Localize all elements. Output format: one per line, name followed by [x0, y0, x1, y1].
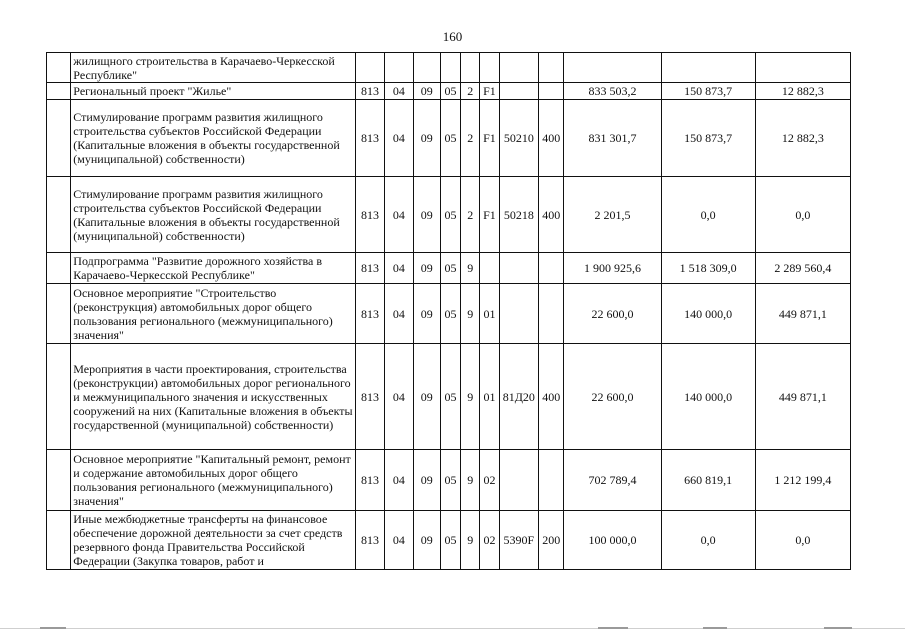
cell-program: 05 [440, 100, 460, 177]
cell-section: 04 [385, 284, 413, 344]
cell-amount-2022: 449 871,1 [755, 284, 850, 344]
table-row [47, 177, 851, 253]
cell-ministry: 813 [355, 177, 384, 253]
cell-amount-2022: 12 882,3 [755, 100, 850, 177]
table-row [47, 284, 851, 344]
cell-project: 81Д20 [499, 344, 538, 450]
row-description: жилищного строительства в Карачаево-Черкесской Республике" [71, 53, 356, 83]
cell-subprogram: 9 [461, 284, 480, 344]
cell-amount-2020: 22 600,0 [564, 344, 661, 450]
cell-program: 05 [440, 83, 460, 100]
cell-ministry: 813 [355, 511, 384, 570]
cell-amount-2020: 1 900 925,6 [564, 253, 661, 284]
cell-ministry [355, 53, 384, 83]
cell-amount-2021: 150 873,7 [661, 100, 755, 177]
cell-section: 04 [385, 511, 413, 570]
cell-ministry: 813 [355, 253, 384, 284]
row-description: Мероприятия в части проектирования, строительства (реконструкции) автомобильных дорог регионального и межмуниципального значения и искусственных сооружений на них (Капитальные вложения в объекты государственной (муниципальной) собственности) [71, 344, 356, 450]
table-row [47, 253, 851, 284]
row-description: Стимулирование программ развития жилищного строительства субъектов Российской Федерации (Капитальные вложения в объекты государственной (муниципальной) собственности) [71, 100, 356, 177]
cell-project: 5390F [499, 511, 538, 570]
cell-ministry: 813 [355, 100, 384, 177]
row-indent-cell [47, 284, 71, 344]
cell-program: 05 [440, 284, 460, 344]
cell-program: 05 [440, 344, 460, 450]
cell-subsection: 09 [413, 511, 440, 570]
cell-section [385, 53, 413, 83]
row-indent-cell [47, 83, 71, 100]
cell-subprogram: 9 [461, 450, 480, 511]
row-description: Основное мероприятие "Капитальный ремонт, ремонт и содержание автомобильных дорог общего пользования регионального (межмуниципального) значения" [71, 450, 356, 511]
cell-amount-2021: 140 000,0 [661, 344, 755, 450]
cell-subsection: 09 [413, 344, 440, 450]
cell-direction [480, 53, 499, 83]
cell-expense-code: 400 [539, 344, 564, 450]
cell-section: 04 [385, 344, 413, 450]
cell-ministry: 813 [355, 284, 384, 344]
cell-subprogram: 2 [461, 100, 480, 177]
table-row [47, 53, 851, 83]
cell-section: 04 [385, 177, 413, 253]
cell-program [440, 53, 460, 83]
cell-amount-2020 [564, 53, 661, 83]
cell-amount-2022: 12 882,3 [755, 83, 850, 100]
cell-expense-code: 400 [539, 177, 564, 253]
table-row [47, 344, 851, 450]
cell-subsection: 09 [413, 83, 440, 100]
table-row [47, 511, 851, 570]
cell-ministry: 813 [355, 450, 384, 511]
cell-project [499, 83, 538, 100]
page-number: 160 [442, 29, 463, 44]
cell-expense-code [539, 253, 564, 284]
row-description: Подпрограмма "Развитие дорожного хозяйства в Карачаево-Черкесской Республике" [71, 253, 356, 284]
cell-amount-2022: 449 871,1 [755, 344, 850, 450]
row-indent-cell [47, 511, 71, 570]
cell-project [499, 53, 538, 83]
cell-amount-2022: 2 289 560,4 [755, 253, 850, 284]
cell-amount-2021 [661, 53, 755, 83]
cell-subprogram: 2 [461, 83, 480, 100]
cell-subsection: 09 [413, 284, 440, 344]
cell-subsection: 09 [413, 100, 440, 177]
cell-amount-2021: 140 000,0 [661, 284, 755, 344]
cell-amount-2021: 150 873,7 [661, 83, 755, 100]
cell-direction: F1 [480, 100, 499, 177]
cell-project: 50218 [499, 177, 538, 253]
table-row [47, 450, 851, 511]
cell-amount-2020: 2 201,5 [564, 177, 661, 253]
cell-direction: 01 [480, 344, 499, 450]
row-description: Иные межбюджетные трансферты на финансовое обеспечение дорожной деятельности за счет средств резервного фонда Правительства Российской Федерации (Закупка товаров, работ и [71, 511, 356, 570]
row-indent-cell [47, 53, 71, 83]
cell-amount-2021: 1 518 309,0 [661, 253, 755, 284]
row-description: Региональный проект "Жилье" [71, 83, 356, 100]
cell-amount-2022: 1 212 199,4 [755, 450, 850, 511]
cell-expense-code: 400 [539, 100, 564, 177]
cell-ministry: 813 [355, 83, 384, 100]
cell-subprogram: 9 [461, 253, 480, 284]
row-indent-cell [47, 177, 71, 253]
cell-program: 05 [440, 177, 460, 253]
scan-mark [598, 627, 628, 629]
cell-section: 04 [385, 83, 413, 100]
cell-section: 04 [385, 253, 413, 284]
cell-amount-2022: 0,0 [755, 177, 850, 253]
cell-amount-2021: 660 819,1 [661, 450, 755, 511]
cell-expense-code [539, 83, 564, 100]
cell-direction: F1 [480, 83, 499, 100]
cell-amount-2020: 22 600,0 [564, 284, 661, 344]
cell-expense-code [539, 450, 564, 511]
row-indent-cell [47, 100, 71, 177]
row-description: Основное мероприятие "Строительство (реконструкция) автомобильных дорог общего пользования регионального (межмуниципального) значения" [71, 284, 356, 344]
cell-ministry: 813 [355, 344, 384, 450]
scan-mark [703, 627, 727, 629]
cell-expense-code [539, 53, 564, 83]
scan-mark [40, 627, 66, 629]
cell-subprogram: 2 [461, 177, 480, 253]
cell-program: 05 [440, 511, 460, 570]
cell-direction: 01 [480, 284, 499, 344]
scan-edge-line [0, 628, 905, 629]
cell-amount-2021: 0,0 [661, 511, 755, 570]
cell-direction: 02 [480, 511, 499, 570]
row-indent-cell [47, 450, 71, 511]
cell-subprogram [461, 53, 480, 83]
cell-program: 05 [440, 450, 460, 511]
budget-table [46, 52, 851, 570]
cell-section: 04 [385, 100, 413, 177]
row-description: Стимулирование программ развития жилищного строительства субъектов Российской Федерации (Капитальные вложения в объекты государственной (муниципальной) собственности) [71, 177, 356, 253]
cell-direction [480, 253, 499, 284]
cell-expense-code: 200 [539, 511, 564, 570]
cell-program: 05 [440, 253, 460, 284]
cell-direction: 02 [480, 450, 499, 511]
scan-mark [824, 627, 852, 629]
cell-subsection [413, 53, 440, 83]
table-row [47, 100, 851, 177]
row-indent-cell [47, 344, 71, 450]
cell-subsection: 09 [413, 450, 440, 511]
cell-amount-2020: 100 000,0 [564, 511, 661, 570]
cell-subprogram: 9 [461, 344, 480, 450]
cell-amount-2021: 0,0 [661, 177, 755, 253]
cell-amount-2022: 0,0 [755, 511, 850, 570]
cell-amount-2020: 702 789,4 [564, 450, 661, 511]
cell-subsection: 09 [413, 253, 440, 284]
budget-table-body [47, 53, 851, 570]
cell-project [499, 450, 538, 511]
cell-project [499, 253, 538, 284]
cell-subprogram: 9 [461, 511, 480, 570]
cell-subsection: 09 [413, 177, 440, 253]
cell-section: 04 [385, 450, 413, 511]
cell-direction: F1 [480, 177, 499, 253]
table-row [47, 83, 851, 100]
cell-amount-2020: 833 503,2 [564, 83, 661, 100]
cell-amount-2022 [755, 53, 850, 83]
cell-amount-2020: 831 301,7 [564, 100, 661, 177]
cell-project: 50210 [499, 100, 538, 177]
row-indent-cell [47, 253, 71, 284]
cell-expense-code [539, 284, 564, 344]
cell-project [499, 284, 538, 344]
